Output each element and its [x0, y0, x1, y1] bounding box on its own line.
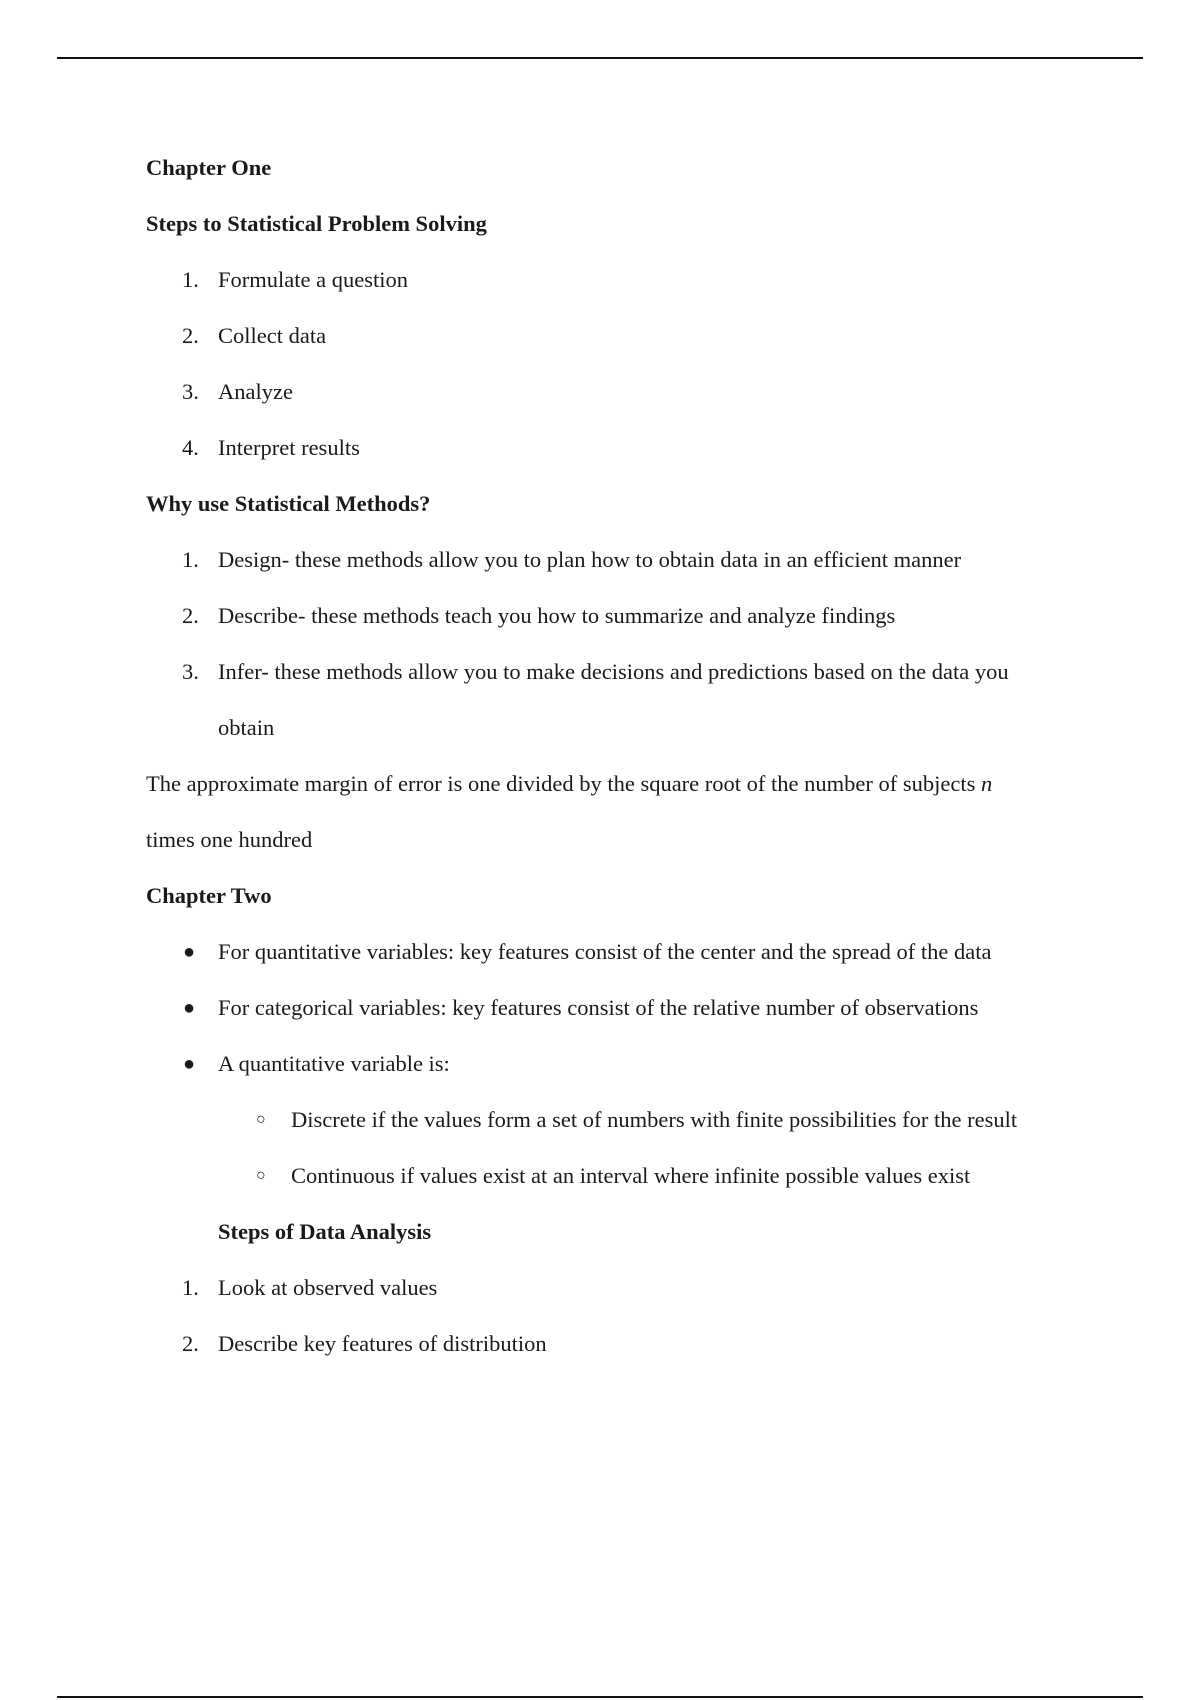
- sub-bullet-item: [146, 1092, 1086, 1148]
- document-body: [146, 140, 1086, 1372]
- list-item-text: Infer- these methods allow you to make decisions and predictions based on the data you: [218, 659, 1009, 684]
- list-number: 2.: [182, 323, 199, 348]
- margin-text-continuation: times one hundred: [146, 827, 313, 852]
- list-number: 3.: [182, 659, 199, 684]
- list-item-text: Describe key features of distribution: [218, 1331, 547, 1356]
- list-item-text: Collect data: [218, 323, 327, 348]
- analysis-heading: Steps of Data Analysis: [218, 1219, 432, 1244]
- list-item: [146, 252, 1086, 308]
- bullet-icon: ●: [183, 1053, 196, 1075]
- footer-rule: [57, 1696, 1143, 1698]
- list-item-text: Look at observed values: [218, 1275, 438, 1300]
- list-number: 3.: [182, 379, 199, 404]
- list-item-text: Formulate a question: [218, 267, 408, 292]
- bullet-item-text: For quantitative variables: key features consist of the center and the spread of the data: [218, 939, 992, 964]
- chapter-one-title: Chapter One: [146, 155, 272, 180]
- margin-of-error-text: [146, 756, 1086, 812]
- bullet-icon: ●: [183, 941, 196, 963]
- sub-bullet-item: [146, 1148, 1086, 1204]
- sub-bullet-item-text: Continuous if values exist at an interval where infinite possible values exist: [291, 1163, 971, 1188]
- list-item: [146, 364, 1086, 420]
- bullet-item: [146, 1036, 1086, 1092]
- list-item: [146, 1316, 1086, 1372]
- list-number: 1.: [182, 1275, 199, 1300]
- why-heading: Why use Statistical Methods?: [146, 491, 431, 516]
- list-item: [146, 644, 1086, 700]
- list-number: 1.: [182, 267, 199, 292]
- list-item: [146, 420, 1086, 476]
- list-number: 1.: [182, 547, 199, 572]
- bullet-icon: ●: [183, 997, 196, 1019]
- bullet-item-text: For categorical variables: key features consist of the relative number of observations: [218, 995, 979, 1020]
- chapter-two-title: Chapter Two: [146, 883, 272, 908]
- list-item: [146, 532, 1086, 588]
- bullet-item: [146, 980, 1086, 1036]
- list-item: [146, 1260, 1086, 1316]
- list-item-text: Interpret results: [218, 435, 360, 460]
- list-item-text: Design- these methods allow you to plan how to obtain data in an efficient manner: [218, 547, 962, 572]
- circle-bullet-icon: ○: [256, 1167, 266, 1184]
- circle-bullet-icon: ○: [256, 1111, 266, 1128]
- sub-bullet-item-text: Discrete if the values form a set of numbers with finite possibilities for the result: [291, 1107, 1018, 1132]
- list-item-text: Describe- these methods teach you how to summarize and analyze findings: [218, 603, 896, 628]
- list-item-text: Analyze: [218, 379, 293, 404]
- list-item: [146, 588, 1086, 644]
- margin-text: The approximate margin of error is one divided by the square root of the number of subjects: [146, 771, 981, 796]
- list-number: 2.: [182, 1331, 199, 1356]
- list-number: 4.: [182, 435, 199, 460]
- header-rule: [57, 57, 1143, 59]
- steps-heading: Steps to Statistical Problem Solving: [146, 211, 487, 236]
- list-number: 2.: [182, 603, 199, 628]
- bullet-item-text: A quantitative variable is:: [218, 1051, 450, 1076]
- margin-variable: n: [980, 771, 993, 796]
- list-item: [146, 308, 1086, 364]
- list-item-continuation: obtain: [218, 715, 275, 740]
- bullet-item: [146, 924, 1086, 980]
